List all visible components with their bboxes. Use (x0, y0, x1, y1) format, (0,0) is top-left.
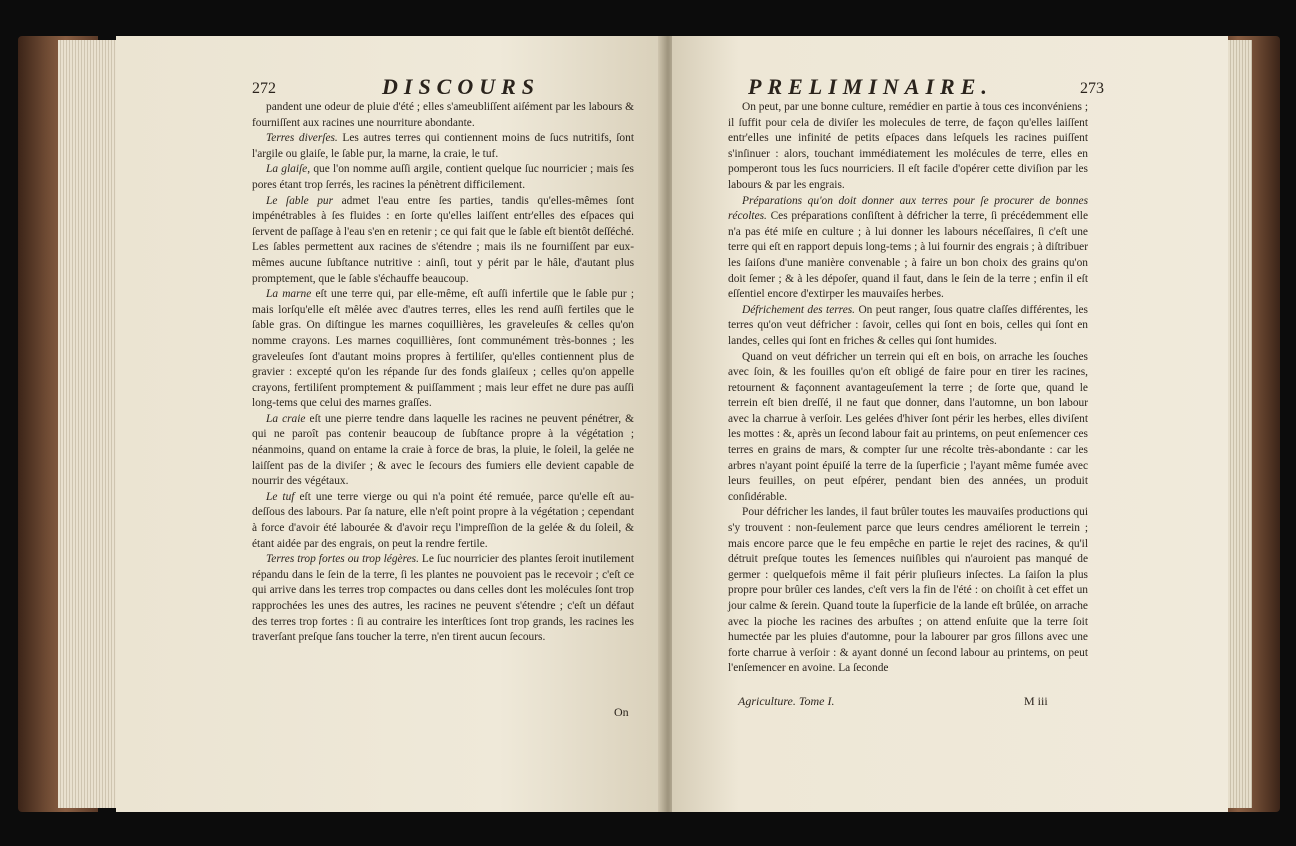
paragraph (728, 505, 1088, 677)
paragraph-text: pandent une odeur de pluie d'été ; elles s'ameubliſſent aiſément par les labours & fourniſſent aux racines une nourriture abondante. (252, 101, 634, 129)
right-page-header (728, 74, 1128, 98)
right-page-text (728, 100, 1088, 677)
paragraph-text: Les autres terres qui contiennent moins de ſucs nutritifs, ſont l'argile ou glaiſe, le ſable pur, la marne, la craie, le tuf. (252, 132, 634, 160)
paragraph-lead: La craie (266, 412, 306, 425)
paragraph (252, 194, 634, 288)
paragraph-lead: Préparations qu'on doit donner aux terres pour ſe procurer de bonnes récoltes. (728, 194, 1088, 223)
right-page-number: 273 (1080, 80, 1104, 97)
paragraph (728, 303, 1088, 350)
paragraph-text: Quand on veut défricher un terrein qui eſt en bois, on arrache les ſouches avec ſoin, & les fouilles qu'on eſt obligé de faire pour en tirer les racines, retournent & façonnent avantageuſement la terre ; de ſorte que, quand le terrein eſt bien dreſſé, il ne faut que donner, dans l'automne, un bon labour avec la charrue à verſoir. Les gelées d'hiver ſont périr les herbes, elles diviſent les mottes : &, après un ſecond labour fait au printems, on peut enſemencer ces terres en grains de mars, & compter ſur une récolte très-abondante : car les arbres n'ayant point épuiſé la terre de la ſuperficie ; l'ayant même fumée avec leurs feuilles, on peut eſpérer, pendant bien des années, un produit conſidérable. (728, 350, 1088, 503)
right-signature-mark: M iii (1024, 694, 1048, 708)
paragraph-text: , que l'on nomme auſſi argile, contient quelque ſuc nourricier ; mais ſes pores étant trop ſerrés, les racines la pénètrent difficilement. (252, 163, 634, 191)
right-footer-title: Agriculture. Tome I. (738, 694, 835, 708)
paragraph-lead: Le ſable pur (266, 194, 334, 207)
paragraph-lead: Terres trop fortes ou trop légères. (266, 553, 419, 566)
paragraph-lead: Terres diverſes. (266, 132, 338, 145)
paragraph-text: admet l'eau entre ſes parties, tandis qu'elles-mêmes ſont impénétrables à ſes fluides : en ſorte qu'elles laiſſent entr'elles des eſpaces qui ſervent de paſſage à l'eau s'en en retenir ; ce qui fait que le ſable eſt bientôt deſſéché. Les ſables permettent aux racines de s'étendre ; mais ils ne fourniſſent par eux-mêmes aucune ſubſtance nutritive : ainſi, tout y périt par le hâle, d'autant plus promptement, que le ſable s'échauffe beaucoup. (252, 194, 635, 285)
paragraph (252, 131, 634, 162)
left-catchword: On (614, 705, 629, 719)
paragraph-lead: La glaiſe (266, 163, 308, 176)
paragraph-text: eſt une pierre tendre dans laquelle les racines ne peuvent pénétrer, & qui ne paroît pas contenir beaucoup de ſubſtance propre à la végétation ; néanmoins, quand on entame la craie à force de bras, la pluie, le ſoleil, la gelée ne laiſſent pas de la diviſer ; & avec le ſecours des fumiers elle devient capable de nourrir des végétaux. (252, 412, 634, 488)
left-page-header (252, 74, 632, 98)
paragraph (252, 100, 634, 131)
paragraph-text: Ces préparations conſiſtent à défricher la terre, ſi précédemment elle n'a pas été miſe en culture ; à lui donner les labours néceſſaires, ſi c'eſt une terre qui eſt en rapport depuis long-tems ; à lui fournir des engrais ; à diſtribuer les ſaiſons d'une manière convenable ; à faire un bon choix des grains qu'on doit ſemer ; & à les dépoſer, quand il faut, dans le ſein de la terre ; enfin il eſt eſſentiel encore d'extirper les mauvaiſes herbes. (728, 210, 1088, 301)
left-running-title: DISCOURS (382, 74, 541, 99)
paragraph (252, 412, 634, 490)
paragraph-text: On peut ranger, ſous quatre claſſes différentes, les terres qu'on veut défricher : ſavoir, celles qui ſont en bois, celles qui ſont en landes, celles qui ſont en friches & celles qui ſont humides. (728, 303, 1088, 347)
paragraph (728, 100, 1088, 194)
paragraph (252, 162, 634, 193)
paragraph-text: Le ſuc nourricier des plantes ſeroit inutilement répandu dans le ſein de la terre, ſi les plantes ne pouvoient pas le recevoir ; c'eſt ce qui arrive dans les terres trop compactes ou dans celles dont les molécules ſont trop rapprochées les unes des autres, les racines ne peuvent s'étendre ; c'eſt un défaut des terres trop fortes : ſi au contraire les interſtices ſont trop grands, les racines les traverſant preſque ſans toucher la terre, n'en tirent aucun ſecours. (252, 553, 634, 644)
paragraph-lead: Défrichement des terres. (742, 303, 856, 316)
paragraph-text: On peut, par une bonne culture, remédier en partie à tous ces inconvéniens ; il ſuffit pour cela de diviſer les molecules de terre, de façon qu'elles laiſſent entr'elles une infinité de petits eſpaces dans leſquels les racines puiſſent s'inſinuer : alors, touchant immédiatement les molécules de terre, elles en pomperont tous les ſucs nourriciers. Il eſt facile d'opérer cette diviſion par les labours & par les engrais. (728, 101, 1088, 191)
paragraph-lead: Le tuf (266, 490, 295, 503)
paragraph-lead: La marne (266, 288, 312, 301)
left-page (116, 36, 664, 812)
open-book (18, 36, 1280, 812)
paragraph (252, 552, 634, 646)
paragraph (252, 490, 634, 552)
paragraph (728, 350, 1088, 506)
paragraph-text: eſt une terre qui, par elle-même, eſt auſſi infertile que le ſable pur ; mais lorſqu'elle eſt mêlée avec d'autres terres, elles les rend auſſi fertiles que le ſable gras. On diſtingue les marnes coquillières, les graveleuſes & celles qu'on nomme crayons. Les marnes coquillières, ſont communément très-bonnes ; les graveleuſes ſont d'autant moins propres à fertiliſer, qu'elles contiennent plus de gravier : excepté qu'on les répande ſur des fonds glaiſeux ; celles qu'on appelle crayons, fertiliſent promptement & puiſſamment ; mais leur effet ne dure pas auſſi long-tems que celui des marnes graſſes. (252, 288, 635, 410)
paragraph-text: Pour défricher les landes, il faut brûler toutes les mauvaiſes productions qui s'y trouvent : non-ſeulement parce que leurs cendres améliorent le terrein ; mais encore parce que le feu empêche en partie le rejet des racines, & qu'il détruit preſque toutes les ſemences nuiſibles qui n'auroient pas manqué de germer : quelquefois même il fait périr pluſieurs inſectes. La ſaiſon la plus propre pour brûler ces landes, c'eſt vers la fin de l'été : on choiſit à cet effet un jour calme & ſerein. Quand toute la ſuperficie de la lande eſt brûlée, on arrache avec la pioche les racines des arbuſtes ; on attend enſuite que la terre ſoit humectée par les pluies d'automne, pour la labourer par gros ſillons avec une forte charrue à verſoir : & ayant donné un ſecond labour au printems, on peut l'enſemencer en avoine. La ſeconde (728, 506, 1088, 675)
paragraph (728, 194, 1088, 303)
right-page (672, 36, 1228, 812)
left-page-number: 272 (252, 80, 276, 97)
paragraph (252, 287, 634, 412)
paragraph-text: eſt une terre vierge ou qui n'a point été remuée, parce qu'elle eſt au-deſſous des labours. Par ſa nature, elle n'eſt point propre à la végétation ; cependant à force d'avoir été labourée & d'avoir reçu l'impreſſion de la gelée & du ſoleil, & étant aidée par des engrais, on peut la rendre fertile. (252, 490, 635, 550)
right-running-title: PRELIMINAIRE. (748, 74, 993, 99)
left-page-text (252, 100, 634, 646)
